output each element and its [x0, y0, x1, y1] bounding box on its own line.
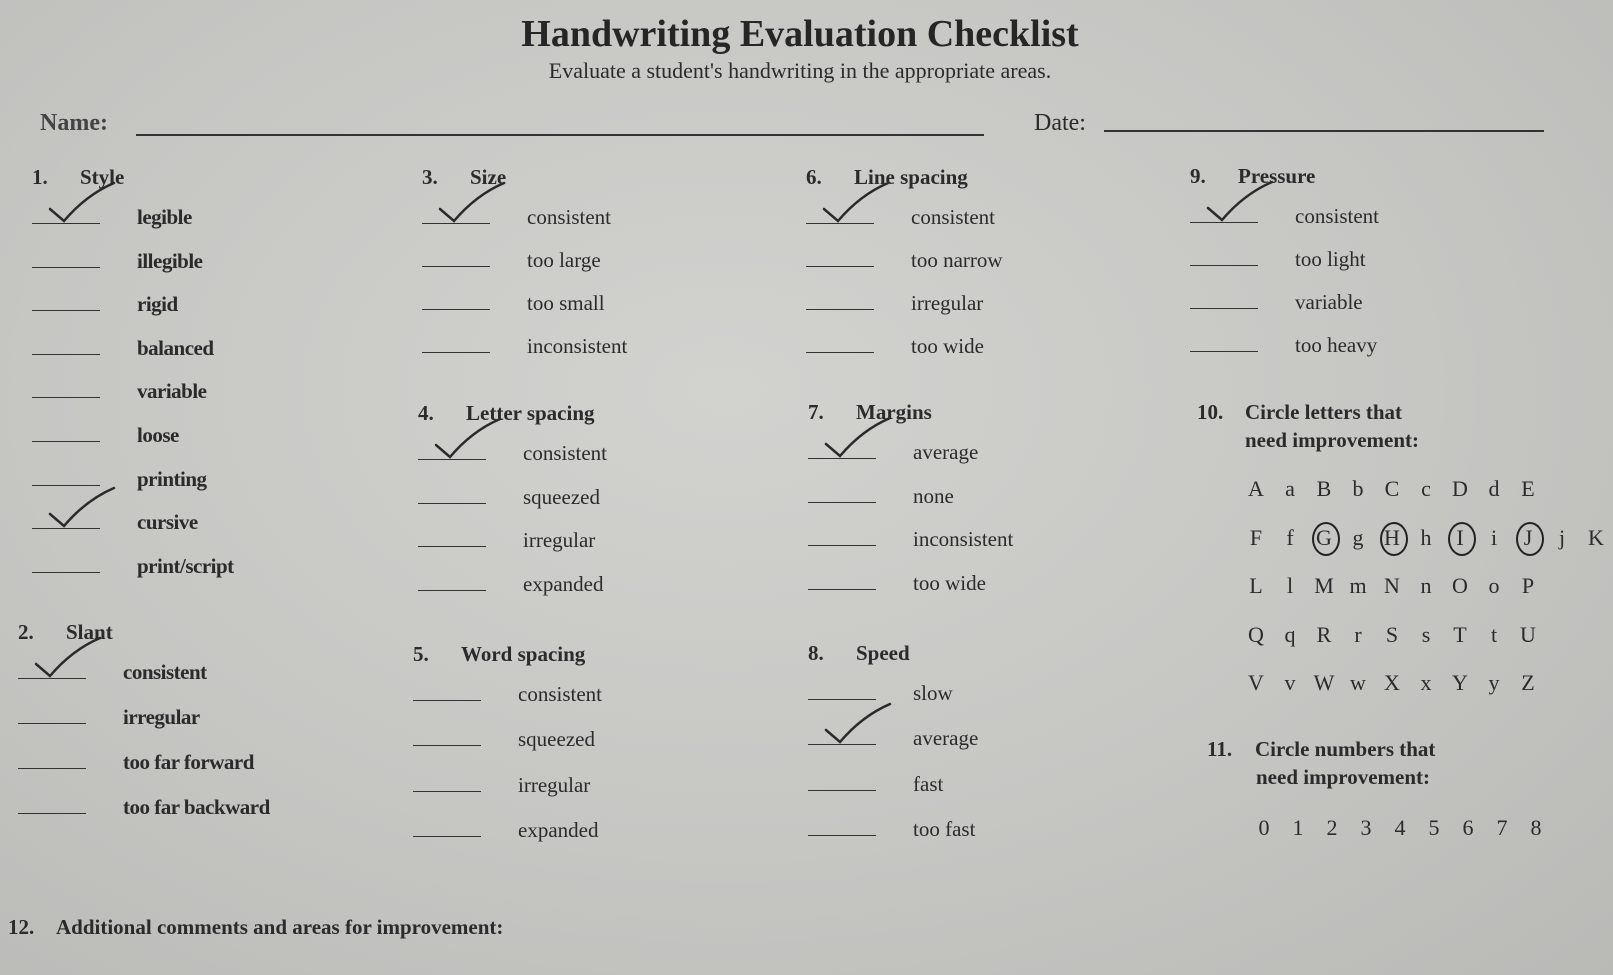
- item-label: inconsistent: [527, 334, 628, 358]
- letter[interactable]: l: [1286, 573, 1294, 598]
- item-label: too small: [527, 291, 605, 315]
- check-blank[interactable]: [418, 503, 486, 504]
- item-label: consistent: [911, 205, 995, 229]
- item-label: too fast: [913, 816, 976, 841]
- letter-row: [1239, 476, 1545, 502]
- letter[interactable]: P: [1521, 573, 1535, 598]
- number[interactable]: 4: [1394, 815, 1406, 840]
- letter[interactable]: X: [1384, 670, 1400, 695]
- letter-row: [1239, 622, 1545, 648]
- section-title: Margins: [856, 400, 932, 424]
- section-title: Speed: [856, 641, 910, 665]
- comments-heading: [8, 915, 503, 940]
- checklist-item: [32, 195, 192, 239]
- letter[interactable]: O: [1452, 573, 1468, 598]
- checklist-item: [808, 762, 944, 807]
- section-margins: [808, 400, 1014, 605]
- letter[interactable]: S: [1385, 621, 1399, 647]
- checkmark-icon: [36, 181, 116, 227]
- name-field[interactable]: [136, 134, 984, 136]
- item-label: legible: [137, 205, 192, 229]
- section-title: Slant: [66, 620, 113, 644]
- section-number: 11.: [1207, 737, 1233, 761]
- letter-row: [1239, 525, 1613, 551]
- letter[interactable]: o: [1488, 573, 1500, 598]
- letter[interactable]: D: [1452, 476, 1468, 501]
- checklist-item: [1190, 194, 1379, 237]
- item-label: too wide: [913, 571, 986, 596]
- letter[interactable]: a: [1285, 476, 1295, 501]
- checklist-item: [413, 717, 595, 762]
- letter[interactable]: f: [1286, 524, 1294, 550]
- item-label: consistent: [518, 682, 602, 706]
- letter[interactable]: U: [1520, 621, 1536, 647]
- checklist-item: [1190, 280, 1363, 323]
- item-label: variable: [137, 379, 207, 404]
- page-subtitle: Evaluate a student's handwriting in the appropriate areas.: [548, 58, 1052, 83]
- check-blank[interactable]: [18, 768, 86, 769]
- letter-row: [1239, 573, 1545, 599]
- checklist-item: [422, 324, 628, 367]
- section-title: Additional comments and areas for improvement:: [56, 915, 504, 939]
- circled-letter[interactable]: J: [1511, 525, 1545, 551]
- checklist-item: [422, 195, 611, 238]
- checkmark-icon: [812, 702, 892, 748]
- checklist-item: [32, 282, 178, 326]
- letter[interactable]: C: [1384, 476, 1400, 501]
- checkmark-icon: [426, 181, 506, 227]
- checklist-item: [18, 650, 207, 695]
- section-slant: [18, 620, 270, 830]
- item-label: too large: [527, 248, 601, 272]
- circled-letter[interactable]: I: [1443, 525, 1477, 551]
- item-label: expanded: [518, 817, 599, 842]
- checkmark-icon: [422, 417, 502, 463]
- item-label: consistent: [527, 205, 611, 229]
- checklist-item: [32, 239, 203, 283]
- check-blank[interactable]: [18, 723, 86, 724]
- item-label: consistent: [1295, 204, 1379, 228]
- letter[interactable]: q: [1284, 621, 1296, 647]
- letter[interactable]: L: [1249, 573, 1263, 598]
- checklist-item: [413, 808, 599, 853]
- letter[interactable]: y: [1488, 670, 1500, 695]
- item-label: printing: [137, 466, 207, 491]
- letter[interactable]: x: [1420, 670, 1432, 695]
- section-number: 10.: [1197, 400, 1224, 424]
- checkmark-icon: [810, 181, 890, 227]
- check-blank[interactable]: [422, 266, 490, 267]
- letter[interactable]: c: [1421, 476, 1431, 501]
- check-blank[interactable]: [1190, 351, 1258, 352]
- check-blank[interactable]: [808, 835, 876, 836]
- letters-heading-line2: need improvement:: [1245, 428, 1419, 452]
- checklist-item: [418, 518, 595, 562]
- checklist-item: [808, 716, 979, 761]
- item-label: print/script: [137, 553, 234, 578]
- letter[interactable]: Q: [1248, 621, 1264, 647]
- check-blank[interactable]: [413, 700, 481, 701]
- letter[interactable]: s: [1421, 621, 1431, 647]
- check-blank[interactable]: [808, 790, 876, 791]
- checklist-item: [806, 238, 1003, 281]
- check-blank[interactable]: [418, 546, 486, 547]
- section-line-spacing: [806, 165, 1003, 367]
- check-blank[interactable]: [806, 266, 874, 267]
- letter[interactable]: E: [1521, 476, 1535, 501]
- checkmark-icon: [1194, 180, 1274, 226]
- check-blank[interactable]: [806, 352, 874, 353]
- letter[interactable]: K: [1588, 524, 1604, 550]
- section-title: Style: [80, 165, 125, 189]
- section-title: Circle letters that: [1245, 400, 1403, 424]
- item-label: irregular: [911, 291, 984, 315]
- check-blank[interactable]: [32, 397, 100, 398]
- page-title: Handwriting Evaluation Checklist: [521, 13, 1079, 55]
- item-label: expanded: [523, 571, 604, 596]
- section-title: Size: [470, 165, 507, 189]
- section-number: 5.: [413, 642, 429, 666]
- checklist-item: [1190, 237, 1366, 280]
- item-label: irregular: [523, 528, 596, 553]
- item-label: too heavy: [1295, 333, 1378, 357]
- checklist-item: [422, 281, 605, 324]
- checkmark-icon: [36, 486, 116, 532]
- number[interactable]: 0: [1258, 815, 1270, 840]
- check-blank[interactable]: [1190, 265, 1258, 266]
- date-label: Date:: [1034, 110, 1086, 136]
- item-label: inconsistent: [913, 527, 1014, 552]
- item-label: illegible: [137, 248, 203, 273]
- number-row: [1247, 815, 1553, 841]
- item-label: too far backward: [123, 795, 270, 819]
- section-title: Pressure: [1238, 164, 1316, 188]
- checklist-item: [413, 672, 602, 717]
- item-label: squeezed: [518, 727, 595, 752]
- section-number: 2.: [18, 620, 34, 644]
- section-letter-spacing: [418, 401, 607, 605]
- letter[interactable]: g: [1352, 524, 1364, 550]
- item-label: loose: [137, 422, 179, 447]
- item-label: too far forward: [123, 750, 254, 774]
- letter[interactable]: M: [1314, 573, 1334, 598]
- check-blank[interactable]: [808, 502, 876, 503]
- check-blank[interactable]: [806, 309, 874, 310]
- check-blank[interactable]: [32, 572, 100, 573]
- section-pressure: [1190, 164, 1379, 366]
- checklist-item: [418, 431, 607, 475]
- number[interactable]: 8: [1530, 815, 1542, 840]
- section-size: [422, 165, 628, 367]
- check-blank[interactable]: [422, 309, 490, 310]
- check-blank[interactable]: [413, 745, 481, 746]
- date-field[interactable]: [1104, 130, 1544, 132]
- checklist-item: [1190, 323, 1378, 366]
- letter[interactable]: w: [1350, 670, 1366, 695]
- section-number: 9.: [1190, 164, 1206, 188]
- letters-heading: [1197, 400, 1402, 430]
- circled-letter[interactable]: G: [1307, 525, 1341, 551]
- check-blank[interactable]: [413, 791, 481, 792]
- item-label: cursive: [137, 510, 198, 535]
- item-label: average: [913, 726, 979, 751]
- number[interactable]: 7: [1496, 815, 1508, 840]
- check-blank[interactable]: [418, 590, 486, 591]
- section-title: Letter spacing: [466, 401, 595, 425]
- item-label: variable: [1295, 290, 1363, 314]
- section-word-spacing: [413, 642, 602, 853]
- check-blank[interactable]: [808, 545, 876, 546]
- item-label: squeezed: [523, 484, 600, 509]
- checklist-item: [32, 544, 234, 588]
- checklist-item: [32, 369, 207, 413]
- item-label: balanced: [137, 335, 214, 360]
- letter[interactable]: R: [1316, 621, 1332, 647]
- section-number: 3.: [422, 165, 438, 189]
- letter[interactable]: Z: [1521, 670, 1535, 695]
- number[interactable]: 2: [1326, 815, 1338, 840]
- item-label: consistent: [123, 660, 207, 684]
- name-label: Name:: [40, 110, 108, 136]
- letter[interactable]: T: [1453, 621, 1467, 647]
- item-label: rigid: [137, 292, 178, 317]
- checklist-item: [413, 763, 591, 808]
- checklist-item: [806, 281, 984, 324]
- letter[interactable]: t: [1490, 621, 1498, 647]
- checklist-item: [808, 430, 979, 474]
- section-number: 4.: [418, 401, 434, 425]
- section-number: 8.: [808, 641, 824, 665]
- letter[interactable]: d: [1488, 476, 1500, 501]
- item-label: too wide: [911, 334, 984, 358]
- section-style: [32, 165, 234, 587]
- letter[interactable]: v: [1284, 670, 1296, 695]
- item-label: irregular: [518, 772, 591, 797]
- letter[interactable]: b: [1352, 476, 1364, 501]
- number[interactable]: 1: [1292, 815, 1304, 840]
- letter[interactable]: h: [1420, 524, 1432, 550]
- section-heading: [808, 641, 910, 671]
- item-label: too narrow: [911, 248, 1003, 272]
- item-label: slow: [913, 681, 953, 705]
- checklist-item: [422, 238, 601, 281]
- section-title: Word spacing: [461, 642, 586, 666]
- check-blank[interactable]: [808, 589, 876, 590]
- checklist-item: [18, 740, 254, 785]
- letter[interactable]: N: [1384, 573, 1400, 598]
- number[interactable]: 6: [1462, 815, 1474, 840]
- section-title: Line spacing: [854, 165, 968, 189]
- checklist-item: [806, 195, 995, 238]
- section-title: Circle numbers that: [1255, 737, 1436, 761]
- checklist-item: [32, 413, 179, 457]
- checkmark-icon: [812, 416, 892, 462]
- checkmark-icon: [22, 636, 102, 682]
- letter[interactable]: j: [1558, 524, 1566, 550]
- letter[interactable]: A: [1248, 476, 1264, 501]
- letter[interactable]: Y: [1452, 670, 1468, 695]
- check-blank[interactable]: [32, 354, 100, 355]
- section-number: 7.: [808, 400, 824, 424]
- checklist-item: [18, 695, 200, 740]
- checklist-item: [418, 562, 604, 606]
- check-blank[interactable]: [32, 267, 100, 268]
- section-number: 6.: [806, 165, 822, 189]
- letter[interactable]: m: [1349, 573, 1367, 598]
- check-blank[interactable]: [18, 813, 86, 814]
- checklist-item: [806, 324, 984, 367]
- letter[interactable]: i: [1490, 524, 1498, 550]
- letter-row: [1239, 670, 1545, 696]
- letter[interactable]: r: [1354, 621, 1362, 647]
- section-speed: [808, 641, 979, 852]
- numbers-heading-line2: need improvement:: [1256, 765, 1430, 789]
- section-number: 12.: [8, 915, 35, 939]
- letter[interactable]: F: [1249, 524, 1263, 550]
- checklist-item: [18, 785, 270, 830]
- letter[interactable]: B: [1316, 476, 1332, 501]
- section-number: 1.: [32, 165, 48, 189]
- check-blank[interactable]: [32, 441, 100, 442]
- checklist-item: [808, 807, 976, 852]
- item-label: fast: [913, 771, 944, 796]
- letter[interactable]: V: [1248, 670, 1264, 695]
- letter[interactable]: n: [1420, 573, 1432, 598]
- checklist-item: [808, 474, 954, 518]
- circled-letter[interactable]: H: [1375, 525, 1409, 551]
- checklist-item: [32, 500, 198, 544]
- section-heading: [413, 642, 585, 672]
- check-blank[interactable]: [808, 699, 876, 700]
- item-label: consistent: [523, 441, 607, 465]
- item-label: average: [913, 440, 979, 464]
- item-label: none: [913, 483, 954, 508]
- check-blank[interactable]: [32, 310, 100, 311]
- check-blank[interactable]: [422, 352, 490, 353]
- number[interactable]: 3: [1360, 815, 1372, 840]
- checklist-item: [418, 475, 600, 519]
- check-blank[interactable]: [413, 836, 481, 837]
- check-blank[interactable]: [1190, 308, 1258, 309]
- number[interactable]: 5: [1428, 815, 1440, 840]
- numbers-heading: [1207, 737, 1435, 767]
- item-label: too light: [1295, 247, 1366, 271]
- checklist-item: [32, 326, 214, 370]
- checklist-item: [808, 561, 986, 605]
- checklist-item: [808, 517, 1014, 561]
- item-label: irregular: [123, 705, 200, 729]
- letter[interactable]: W: [1313, 670, 1335, 695]
